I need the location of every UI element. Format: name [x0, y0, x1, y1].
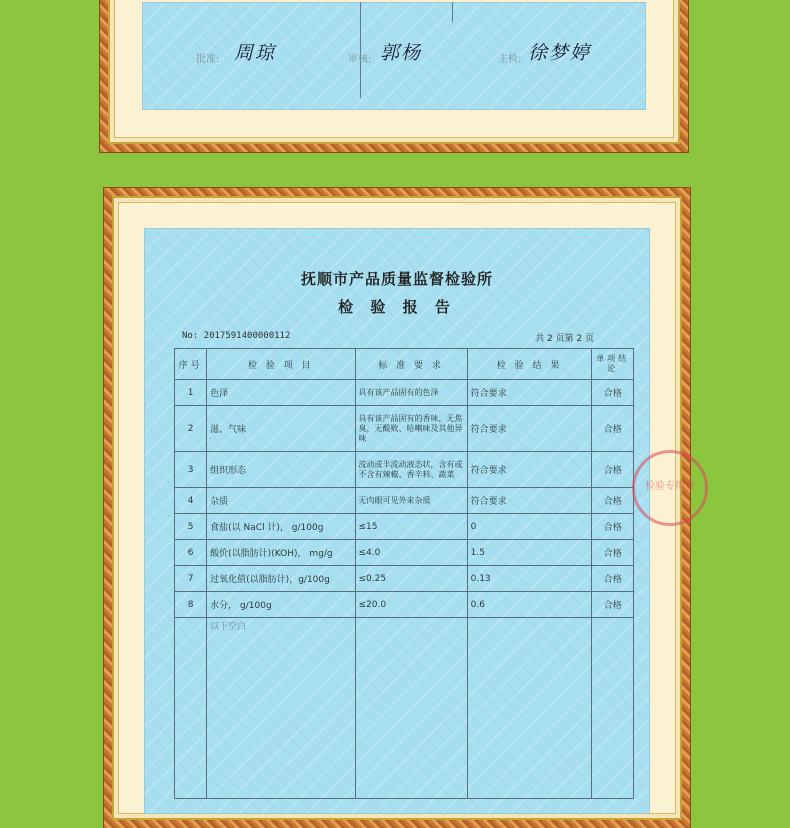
header-conclusion: 单项结论	[592, 349, 634, 380]
inspector-signature: 徐梦婷	[528, 42, 592, 64]
table-row: 8 水分， g/100g ≤20.0 0.6 合格	[175, 592, 634, 618]
report-title: 检 验 报 告	[338, 298, 456, 316]
table-row: 4 杂质 无肉眼可见外来杂质 符合要求 合格	[175, 488, 634, 514]
report-paper	[144, 228, 695, 814]
top-certificate-frame	[100, 0, 688, 152]
table-row: 7 过氧化值(以脂肪计)，g/100g ≤0.25 0.13 合格	[175, 566, 634, 592]
table-header-row	[175, 349, 634, 380]
table-row: 2 滋、气味 具有该产品固有的香味，无焦臭，无酸败、哈喇味及其他异味 符合要求 合格	[175, 406, 634, 452]
approver-signature: 周琼	[234, 42, 277, 64]
reviewer-signature: 郭杨	[380, 42, 423, 64]
table-row: 1 色泽 具有该产品固有的色泽 符合要求 合格	[175, 380, 634, 406]
reviewer-label: 审核:	[348, 54, 372, 65]
approver-label: 批准:	[196, 54, 220, 65]
inspector-label: 主检:	[498, 54, 522, 65]
table-row: 5 食盐(以 NaCl 计)， g/100g ≤15 0 合格	[175, 514, 634, 540]
report-number: No: 2017591400000112	[182, 331, 291, 341]
blank-row	[175, 618, 634, 799]
table-row: 6 酸价(以脂肪计)(KOH)， mg/g ≤4.0 1.5 合格	[175, 540, 634, 566]
header-item: 检 验 项 目	[207, 349, 355, 380]
inspection-table	[174, 348, 634, 799]
report-frame	[104, 188, 695, 828]
top-certificate-paper	[142, 2, 646, 110]
page-indicator: 共 2 页第 2 页	[535, 334, 594, 344]
inspection-seal-stamp	[632, 450, 708, 526]
blank-note: 以下空白	[207, 618, 355, 799]
header-result: 检 验 结 果	[467, 349, 592, 380]
seal-text: 检验专用章	[645, 481, 695, 492]
header-standard: 标 准 要 求	[355, 349, 467, 380]
signature-row	[142, 38, 646, 78]
header-no: 序号	[175, 349, 207, 380]
organization-name: 抚顺市产品质量监督检验所	[300, 270, 493, 288]
table-row: 3 组织形态 流动或半流动液态状，含有或不含有辣椒、香辛料、蔬菜 符合要求 合格	[175, 452, 634, 488]
